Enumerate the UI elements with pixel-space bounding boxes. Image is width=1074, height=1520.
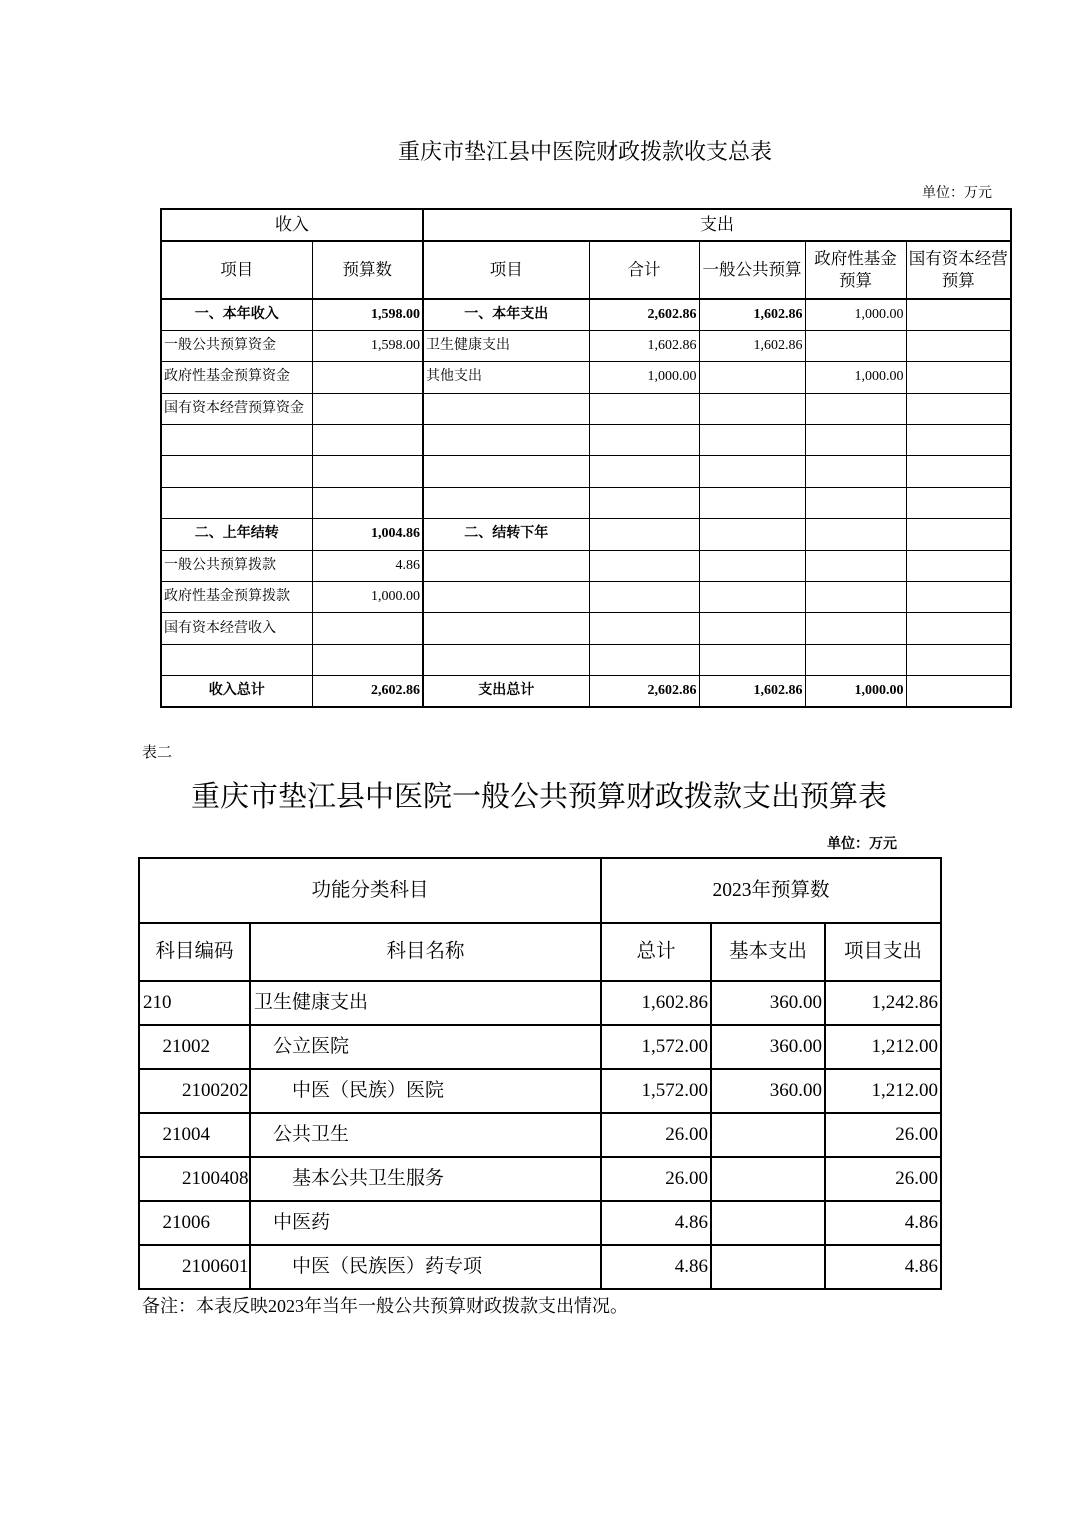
expense-item-cell [423, 393, 589, 424]
general-budget-cell [699, 487, 805, 518]
income-item-cell: 一般公共预算拨款 [161, 550, 312, 581]
total-cell: 1,602.86 [601, 981, 711, 1025]
state-capital-budget-cell [906, 644, 1011, 675]
project-expenditure-header: 项目支出 [825, 923, 941, 981]
general-budget-cell: 1,602.86 [699, 299, 805, 330]
expense-total-header: 合计 [589, 241, 699, 299]
footnote: 备注：本表反映2023年当年一般公共预算财政拨款支出情况。 [142, 1296, 628, 1316]
basic-expenditure-cell [711, 1245, 825, 1289]
income-item-cell: 一、本年收入 [161, 299, 312, 330]
income-budget-cell [312, 613, 423, 644]
income-budget-cell [312, 393, 423, 424]
subject-name-cell: 中医（民族医）药专项 [250, 1245, 601, 1289]
fund-budget-cell [805, 582, 906, 613]
income-item-cell: 收入总计 [161, 676, 312, 707]
subject-name-cell: 基本公共卫生服务 [250, 1157, 601, 1201]
expense-item-cell [423, 550, 589, 581]
expense-total-cell [589, 613, 699, 644]
income-item-cell: 国有资本经营收入 [161, 613, 312, 644]
expense-total-cell [589, 487, 699, 518]
basic-expenditure-cell [711, 1113, 825, 1157]
fund-budget-cell: 1,000.00 [805, 676, 906, 707]
expense-total-cell [589, 425, 699, 456]
fund-budget-header-label: 政府性基金预算 [814, 249, 897, 290]
income-item-cell [161, 487, 312, 518]
summary-table-body [161, 299, 1011, 707]
table-two-label: 表二 [142, 745, 173, 761]
general-budget-cell [699, 425, 805, 456]
summary-row [161, 613, 1011, 644]
basic-expenditure-cell [711, 1157, 825, 1201]
expenditure-unit-label: 单位：万元 [827, 837, 897, 852]
expenditure-table-body [139, 981, 941, 1289]
expenditure-header-row [139, 858, 941, 923]
general-budget-cell [699, 456, 805, 487]
expense-total-cell [589, 582, 699, 613]
income-budget-cell [312, 487, 423, 518]
expenditure-row [139, 981, 941, 1025]
income-item-cell: 国有资本经营预算资金 [161, 393, 312, 424]
expense-item-cell [423, 613, 589, 644]
summary-row [161, 362, 1011, 393]
summary-row [161, 425, 1011, 456]
subject-code-cell: 210 [139, 981, 250, 1025]
general-budget-cell [699, 362, 805, 393]
total-cell: 26.00 [601, 1157, 711, 1201]
expense-item-cell [423, 456, 589, 487]
income-budget-cell [312, 362, 423, 393]
summary-row [161, 582, 1011, 613]
state-capital-budget-cell [906, 550, 1011, 581]
subject-code-cell: 21002 [139, 1025, 250, 1069]
general-budget-cell [699, 644, 805, 675]
fund-budget-cell: 1,000.00 [805, 362, 906, 393]
state-capital-budget-header [906, 241, 1011, 299]
income-item-cell: 一般公共预算资金 [161, 330, 312, 361]
fund-budget-cell [805, 425, 906, 456]
expenditure-row [139, 1245, 941, 1289]
income-item-cell: 政府性基金预算拨款 [161, 582, 312, 613]
total-cell: 26.00 [601, 1113, 711, 1157]
subject-code-header: 科目编码 [139, 923, 250, 981]
basic-expenditure-header: 基本支出 [711, 923, 825, 981]
functional-category-header: 功能分类科目 [139, 858, 601, 923]
summary-row [161, 487, 1011, 518]
subject-name-cell: 公立医院 [250, 1025, 601, 1069]
state-capital-budget-cell [906, 456, 1011, 487]
income-budget-cell: 2,602.86 [312, 676, 423, 707]
income-budget-cell: 4.86 [312, 550, 423, 581]
expense-total-cell [589, 393, 699, 424]
project-expenditure-cell: 1,212.00 [825, 1025, 941, 1069]
subject-code-cell: 21006 [139, 1201, 250, 1245]
income-item-header: 项目 [161, 241, 312, 299]
summary-row [161, 519, 1011, 550]
subject-name-header: 科目名称 [250, 923, 601, 981]
state-capital-budget-cell [906, 519, 1011, 550]
budget-2023-header: 2023年预算数 [601, 858, 941, 923]
summary-row [161, 676, 1011, 707]
state-capital-budget-cell [906, 613, 1011, 644]
basic-expenditure-cell: 360.00 [711, 1069, 825, 1113]
fund-budget-cell [805, 613, 906, 644]
expense-total-cell: 1,000.00 [589, 362, 699, 393]
fund-budget-cell [805, 456, 906, 487]
expense-total-cell: 2,602.86 [589, 676, 699, 707]
fund-budget-cell: 1,000.00 [805, 299, 906, 330]
general-budget-cell: 1,602.86 [699, 676, 805, 707]
expense-item-header: 项目 [423, 241, 589, 299]
summary-row [161, 299, 1011, 330]
income-item-cell [161, 456, 312, 487]
summary-table [160, 208, 1012, 708]
fund-budget-cell [805, 644, 906, 675]
subject-code-cell: 21004 [139, 1113, 250, 1157]
general-budget-cell: 1,602.86 [699, 330, 805, 361]
state-capital-budget-cell [906, 393, 1011, 424]
project-expenditure-cell: 26.00 [825, 1157, 941, 1201]
state-capital-budget-cell [906, 676, 1011, 707]
income-budget-cell [312, 644, 423, 675]
summary-row [161, 456, 1011, 487]
state-capital-budget-cell [906, 330, 1011, 361]
income-item-cell [161, 425, 312, 456]
expense-total-cell [589, 550, 699, 581]
expenditure-row [139, 1157, 941, 1201]
expense-item-cell [423, 582, 589, 613]
state-capital-budget-header-label: 国有资本经营预算 [908, 249, 1008, 290]
summary-row [161, 644, 1011, 675]
basic-expenditure-cell: 360.00 [711, 981, 825, 1025]
expense-item-cell: 支出总计 [423, 676, 589, 707]
income-budget-cell: 1,598.00 [312, 299, 423, 330]
project-expenditure-cell: 4.86 [825, 1245, 941, 1289]
total-header: 总计 [601, 923, 711, 981]
general-budget-cell [699, 613, 805, 644]
expenditure-row [139, 1025, 941, 1069]
expense-item-cell [423, 425, 589, 456]
fund-budget-cell [805, 550, 906, 581]
total-cell: 4.86 [601, 1245, 711, 1289]
subject-name-cell: 中医（民族）医院 [250, 1069, 601, 1113]
expense-header: 支出 [423, 209, 1011, 241]
subject-code-cell: 2100408 [139, 1157, 250, 1201]
expense-total-cell [589, 644, 699, 675]
expenditure-column-header-row [139, 923, 941, 981]
subject-name-cell: 卫生健康支出 [250, 981, 601, 1025]
basic-expenditure-cell [711, 1201, 825, 1245]
expense-total-cell: 2,602.86 [589, 299, 699, 330]
state-capital-budget-cell [906, 299, 1011, 330]
expenditure-row [139, 1113, 941, 1157]
expense-item-cell: 卫生健康支出 [423, 330, 589, 361]
fund-budget-cell [805, 487, 906, 518]
expense-item-cell [423, 644, 589, 675]
project-expenditure-cell: 1,212.00 [825, 1069, 941, 1113]
summary-row [161, 393, 1011, 424]
income-item-cell: 政府性基金预算资金 [161, 362, 312, 393]
summary-table-title: 重庆市垫江县中医院财政拨款收支总表 [397, 139, 772, 164]
general-budget-cell [699, 582, 805, 613]
total-cell: 4.86 [601, 1201, 711, 1245]
expense-total-cell: 1,602.86 [589, 330, 699, 361]
state-capital-budget-cell [906, 425, 1011, 456]
expenditure-table-title: 重庆市垫江县中医院一般公共预算财政拨款支出预算表 [190, 781, 887, 813]
subject-code-cell: 2100202 [139, 1069, 250, 1113]
expenditure-row [139, 1201, 941, 1245]
summary-unit-label: 单位：万元 [922, 186, 992, 201]
income-budget-cell: 1,598.00 [312, 330, 423, 361]
subject-name-cell: 中医药 [250, 1201, 601, 1245]
fund-budget-cell [805, 519, 906, 550]
summary-column-header-row [161, 241, 1011, 299]
fund-budget-cell [805, 330, 906, 361]
income-item-cell [161, 644, 312, 675]
general-budget-header: 一般公共预算 [699, 241, 805, 299]
expense-item-cell [423, 487, 589, 518]
income-budget-cell [312, 456, 423, 487]
expense-item-cell: 二、结转下年 [423, 519, 589, 550]
income-header: 收入 [161, 209, 423, 241]
project-expenditure-cell: 4.86 [825, 1201, 941, 1245]
expense-item-cell: 其他支出 [423, 362, 589, 393]
income-item-cell: 二、上年结转 [161, 519, 312, 550]
expense-total-cell [589, 456, 699, 487]
income-budget-header: 预算数 [312, 241, 423, 299]
summary-row [161, 550, 1011, 581]
general-budget-cell [699, 550, 805, 581]
expense-total-cell [589, 519, 699, 550]
total-cell: 1,572.00 [601, 1069, 711, 1113]
state-capital-budget-cell [906, 487, 1011, 518]
basic-expenditure-cell: 360.00 [711, 1025, 825, 1069]
subject-code-cell: 2100601 [139, 1245, 250, 1289]
state-capital-budget-cell [906, 362, 1011, 393]
project-expenditure-cell: 1,242.86 [825, 981, 941, 1025]
state-capital-budget-cell [906, 582, 1011, 613]
income-budget-cell: 1,000.00 [312, 582, 423, 613]
total-cell: 1,572.00 [601, 1025, 711, 1069]
fund-budget-cell [805, 393, 906, 424]
summary-row [161, 330, 1011, 361]
general-budget-cell [699, 393, 805, 424]
income-budget-cell: 1,004.86 [312, 519, 423, 550]
project-expenditure-cell: 26.00 [825, 1113, 941, 1157]
expenditure-row [139, 1069, 941, 1113]
summary-header-row [161, 209, 1011, 241]
fund-budget-header [805, 241, 906, 299]
expense-item-cell: 一、本年支出 [423, 299, 589, 330]
expenditure-table [138, 857, 942, 1290]
general-budget-cell [699, 519, 805, 550]
subject-name-cell: 公共卫生 [250, 1113, 601, 1157]
income-budget-cell [312, 425, 423, 456]
